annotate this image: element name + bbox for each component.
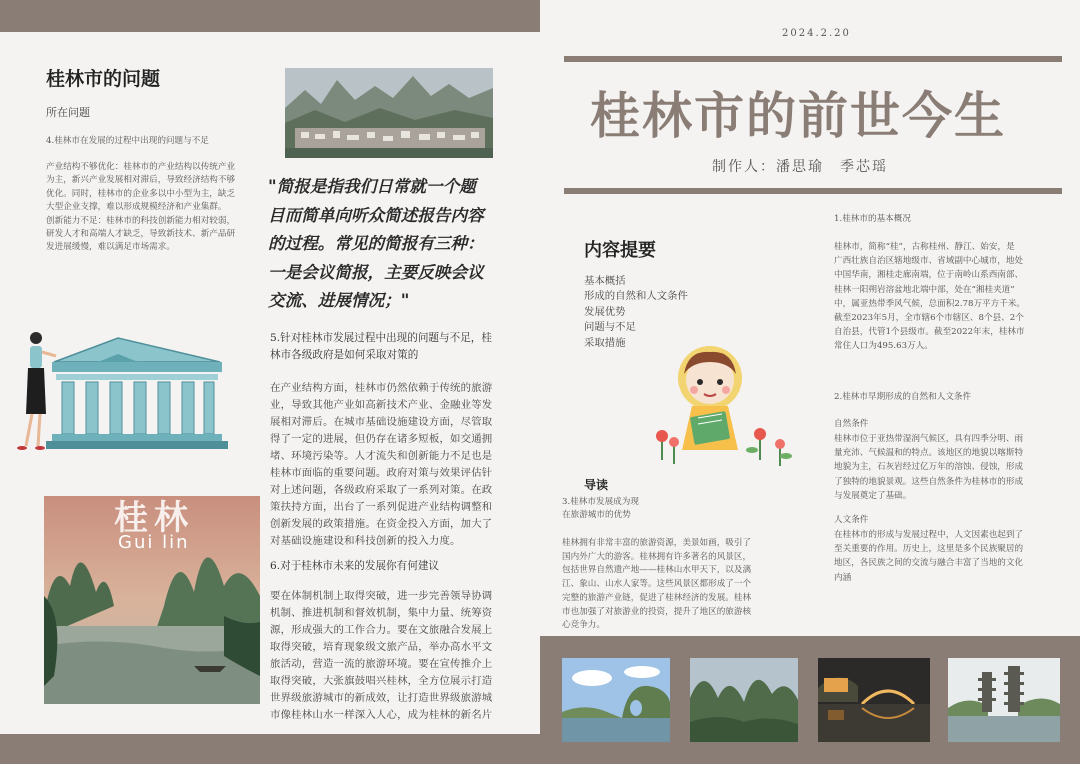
section-3-heading: 3.桂林市发展成为现 在旅游城市的优势 — [562, 497, 639, 521]
question-5: 5.针对桂林市发展过程中出现的问题与不足，桂 林市各级政府是如何采取对策的 — [270, 332, 492, 361]
natural-conditions-text: 桂林市位于亚热带湿润气候区，具有四季分明、雨 量充沛、气候温和的特点。该地区的地貌以喀斯特 地貌为主，石灰岩经过亿万年的溶蚀、侵蚀，形成 了独特的地貌景观。这些自然条件为桂林市的形成 与发展奠定了基础。 — [834, 434, 1024, 501]
human-conditions-title: 人文条件 — [834, 515, 869, 525]
human-conditions-text: 在桂林市的形成与发展过程中，人文因素也起到了 至关重要的作用。历史上，这里是多个民族聚居的 地区，各民族之间的交流与融合丰富了当地的文化 内涵 — [834, 530, 1024, 583]
date: 2024.2.20 — [782, 28, 851, 39]
natural-conditions-title: 自然条件 — [834, 419, 869, 429]
guilin-poster-image — [44, 496, 260, 704]
toc-item: 形成的自然和人文条件 — [584, 290, 688, 303]
city-karst-photo — [285, 68, 493, 158]
section-2-title: 2.桂林市早期形成的自然和人文条件 — [834, 392, 972, 402]
problems-title: 桂林市的问题 — [46, 68, 161, 90]
girl-reading-illustration — [648, 340, 798, 480]
top-band — [0, 0, 540, 32]
title-top-rule — [564, 56, 1062, 62]
toc-item: 问题与不足 — [584, 321, 636, 334]
poster-title-en: Gui lin — [118, 532, 190, 553]
toc-item: 基本概括 — [584, 275, 626, 287]
question-5-answer: 在产业结构方面，桂林市仍然依赖于传统的旅游 业，导致其他产业如高新技术产业、金融业等发 展相对滞后。在城市基础设施建设方面，尽管取 得了一定的进展，但仍存在诸多短板，如交通拥 堵、环境污染等。人才流失和创新能力不足也是 桂林市面临的重要问题。政府对策与效果评估针 对上述问题，各级政府采取了一系列对策。在政 策扶持方面，出台了一系列促进产业结构调整和 创新发展的政策措施。在资金投入方面，加大了 对基础设施建设和科技创新的投入力度。 — [270, 382, 493, 547]
section-1-title: 1.桂林市的基本概况 — [834, 214, 911, 224]
title-bottom-rule — [564, 188, 1062, 194]
poster-title-cn: 桂林 — [114, 498, 194, 538]
authors: 制作人：潘思瑜 季芯瑶 — [712, 159, 888, 175]
main-title: 桂林市的前世今生 — [590, 86, 1006, 145]
toc-item: 发展优势 — [584, 305, 626, 318]
existing-problems-label: 所在问题 — [46, 106, 90, 119]
question-4: 4.桂林市在发展的过程中出现的问题与不足 — [46, 136, 209, 146]
toc-item: 采取措施 — [584, 336, 626, 349]
government-building-illustration — [8, 328, 230, 454]
night-bridge-photo — [818, 658, 930, 742]
briefing-quote: "简报是指我们日常就一个题 目而简单向听众简述报告内容 的过程。常见的简报有三种： 一是会议简报，主要反映会议 交流、进展情况；" — [268, 176, 484, 310]
question-6: 6.对于桂林市未来的发展你有何建议 — [270, 560, 440, 572]
karst-mountains-photo — [690, 658, 798, 742]
section-1-text: 桂林市，简称“桂”，古称桂州、静江、始安，是 广西壮族自治区辖地级市、省域副中心城市，地处 中国华南，湘桂走廊南端，位于南岭山系西南部、 桂林一阳朔岩溶盆地北端中部，处在“湘桂夹道” 中，属亚热带季风气候，总面积2.78万平方千米。 截至2023年5月，全市辖6个市辖区、8个县、2个 自治县，代管1个县级市。截至2022年末，桂林市 常住人口为495.63万人。 — [834, 242, 1026, 352]
question-6-answer: 要在体制机制上取得突破，进一步完善领导协调 机制、推进机制和督效机制，集中力量、统筹资 源，形成强大的工作合力。要在文旅融合发展上 取得突破，培育现象级文旅产品，举办高水平文 旅活动，营造一流的旅游环境。要在宣传推介上 取得突破，大张旗鼓唱兴桂林，全方位展示打造 世界级旅游城市的新成效，让打造世界级旅游城 市像桂林山水一样深入人心，成为桂林的新名片 — [270, 590, 493, 721]
intro-title: 导读 — [584, 478, 609, 492]
sun-moon-pagodas-photo — [948, 658, 1060, 742]
section-3-text: 桂林拥有非常丰富的旅游资源，美景如画，吸引了 国内外广大的游客。桂林拥有许多著名的风景区， 包括世界自然遗产地——桂林山水甲天下，以及漓 江、象山、山水人家等。这些风景区都形成了一个 完整的旅游产业链，促进了桂林经济的发展。桂林 市也加强了对旅游业的投资，提升了地区的旅游核 心竞争力。 — [562, 538, 752, 631]
bottom-band — [0, 734, 540, 764]
problems-text: 产业结构不够优化：桂林市的产业结构以传统产业 为主，新兴产业发展相对滞后，导致经济结构不够 优化。同时，桂林市的企业多以中小型为主，缺乏 大型企业支撑，难以形成规模经济和产业集群。 创新能力不足：桂林市的科技创新能力相对较弱， 研发人才和高端人才缺乏，导致新技术、新产品研 发进展缓慢，难以满足市场需求。 — [46, 162, 236, 253]
toc-title: 内容提要 — [584, 240, 656, 261]
lijiang-river-photo — [562, 658, 670, 742]
